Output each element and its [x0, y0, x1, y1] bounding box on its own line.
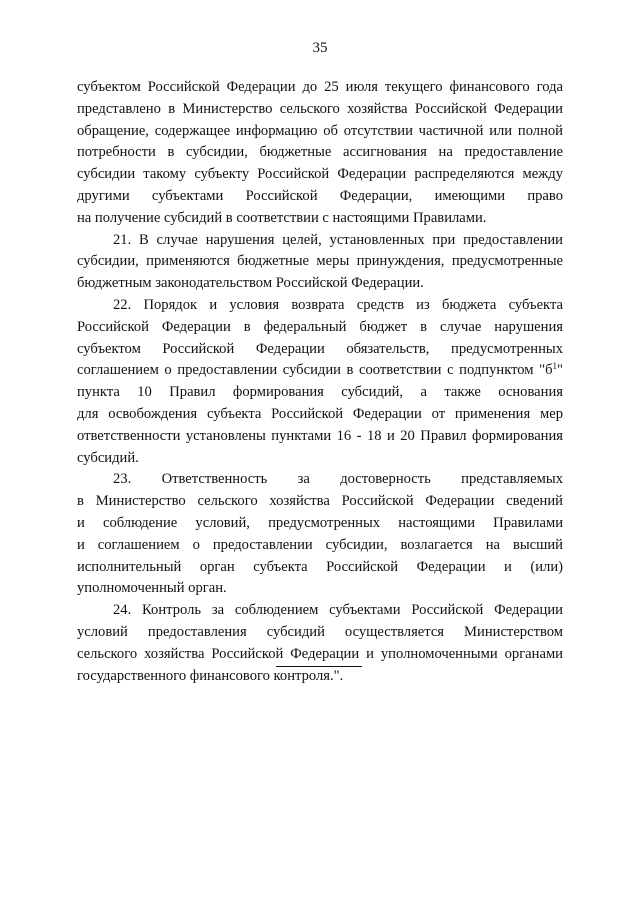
text-line: субъектом Российской Федерации до 25 июля текущего финансового года	[77, 79, 563, 95]
text-line: уполномоченный орган.	[77, 580, 227, 597]
text-line: на получение субсидий в соответствии с настоящими Правилами.	[77, 209, 487, 226]
paragraph-23-line: 23. Ответственность за достоверность представляемых	[113, 471, 563, 488]
paragraph-24-line: 24. Контроль за соблюдением субъектами Российской Федерации	[113, 602, 563, 619]
superscript: 1	[552, 361, 558, 372]
text-line: субъектом Российской Федерации обязательств, предусмотренных	[77, 340, 563, 357]
text-line: представлено в Министерство сельского хозяйства Российской Федерации	[77, 100, 563, 117]
paragraph-21-line: 21. В случае нарушения целей, установленных при предоставлении	[113, 231, 563, 248]
text-line: другими субъектами Российской Федерации, имеющими право	[77, 187, 563, 204]
paragraph-22-line: 22. Порядок и условия возврата средств из бюджета субъекта	[113, 296, 563, 313]
closing-quote: "	[557, 362, 563, 379]
text-line: для освобождения субъекта Российской Федерации от применения мер	[77, 405, 563, 422]
text-line: субсидии, применяются бюджетные меры принуждения, предусмотренные	[77, 253, 563, 270]
text-line: пункта 10 Правил формирования субсидий, а также основания	[77, 384, 563, 401]
text-line: субсидий.	[77, 449, 139, 466]
end-of-document-rule	[276, 666, 362, 667]
text-line: ответственности установлены пунктами 16 - 18 и 20 Правил формирования	[77, 427, 563, 444]
text-line: обращение, содержащее информацию об отсутствии частичной или полной	[77, 122, 563, 139]
text-line: сельского хозяйства Российской Федерации и уполномоченными органами	[77, 645, 563, 662]
text-line: потребности в субсидии, бюджетные ассигнования на предоставление	[77, 144, 563, 161]
text-line: в Министерство сельского хозяйства Российской Федерации сведений	[77, 493, 563, 510]
document-body	[77, 77, 563, 687]
text-line: и соблюдение условий, предусмотренных настоящими Правилами	[77, 514, 563, 531]
text-line-part: соглашением о предоставлении субсидии в соответствии с подпунктом "б	[77, 362, 553, 379]
text-line: исполнительный орган субъекта Российской Федерации и (или)	[77, 558, 563, 575]
page-number: 35	[312, 40, 328, 56]
text-line: Российской Федерации в федеральный бюджет в случае нарушения	[77, 318, 563, 335]
text-line: государственного финансового контроля.".	[77, 667, 344, 684]
text-line: бюджетным законодательством Российской Федерации.	[77, 275, 424, 292]
text-line: субсидии такому субъекту Российской Федерации распределяются между	[77, 166, 563, 183]
text-line: условий предоставления субсидий осуществляется Министерством	[77, 623, 563, 640]
text-line-with-superscript	[77, 360, 563, 382]
text-line: и соглашением о предоставлении субсидии, возлагается на высший	[77, 536, 563, 553]
